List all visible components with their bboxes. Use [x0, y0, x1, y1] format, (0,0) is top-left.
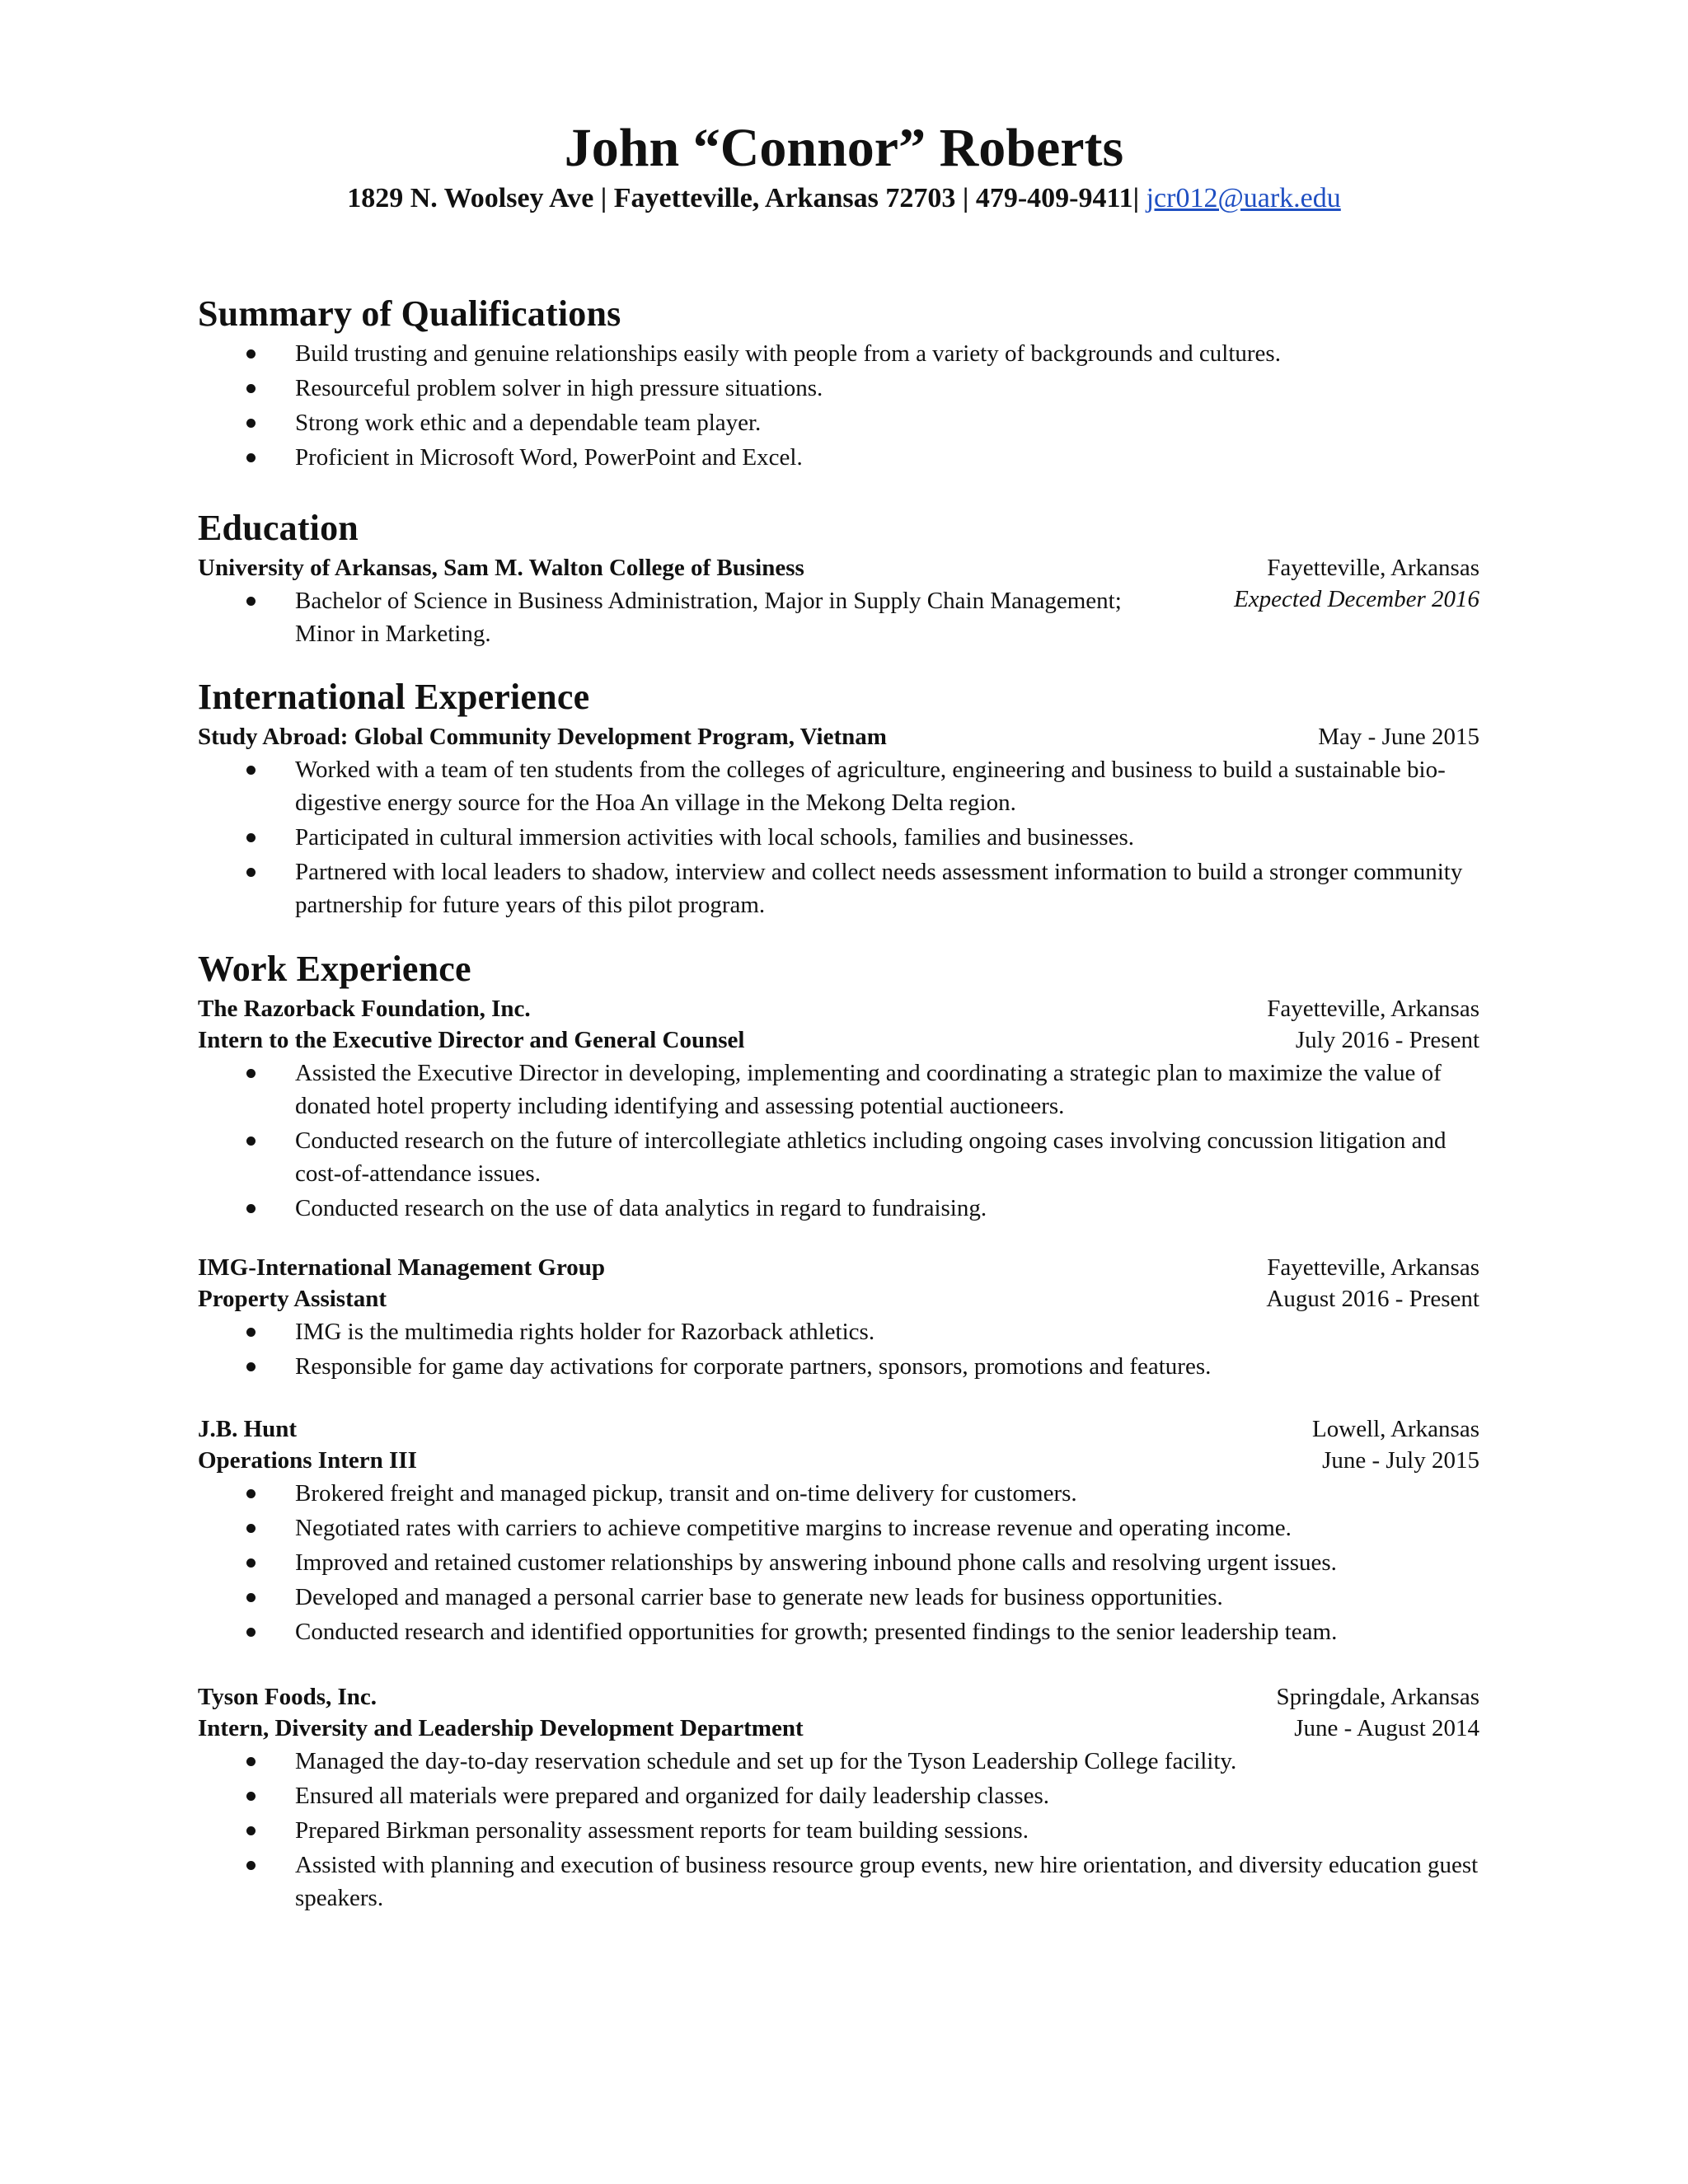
candidate-name: John “Connor” Roberts: [564, 118, 1124, 178]
international-list: [198, 753, 1479, 923]
job-title-row: [198, 1712, 1479, 1745]
international-row: [198, 720, 1479, 753]
list-item: Conducted research on the future of intercollegiate athletics including ongoing cases involving concussion litigation and cost-of-attendance issues.: [198, 1124, 1479, 1190]
list-item: Assisted with planning and execution of business resource group events, new hire orientation, and diversity education guest speakers.: [198, 1849, 1479, 1915]
list-item: Brokered freight and managed pickup, transit and on-time delivery for customers.: [198, 1477, 1479, 1510]
list-item: Worked with a team of ten students from the colleges of agriculture, engineering and business to build a sustainable bio-digestive energy source for the Hoa An village in the Mekong Delta region.: [198, 753, 1479, 819]
job-list: [198, 1315, 1479, 1385]
job-date: August 2016 - Present: [1266, 1286, 1479, 1312]
job-date: June - August 2014: [1294, 1715, 1479, 1741]
bullet-icon: [246, 1792, 256, 1801]
job-org-row: [198, 1413, 1479, 1446]
list-item: Resourceful problem solver in high pressure situations.: [198, 372, 1479, 405]
email-link[interactable]: jcr012@uark.edu: [1146, 183, 1341, 213]
job-location: Fayetteville, Arkansas: [1267, 1254, 1479, 1281]
job-org-row: [198, 992, 1479, 1025]
bullet-icon: [246, 1826, 256, 1835]
education-list: [198, 584, 1129, 652]
bullet-icon: [246, 1558, 256, 1568]
job-location: Fayetteville, Arkansas: [1267, 996, 1479, 1022]
school-location: Fayetteville, Arkansas: [1267, 555, 1479, 581]
job-location: Lowell, Arkansas: [1312, 1416, 1479, 1442]
job-org: The Razorback Foundation, Inc.: [198, 996, 531, 1022]
job-title: Operations Intern III: [198, 1447, 417, 1474]
list-item: Developed and managed a personal carrier base to generate new leads for business opportunities.: [198, 1581, 1479, 1614]
program-date: May - June 2015: [1318, 724, 1479, 750]
international-heading: International Experience: [198, 677, 590, 717]
list-item: Managed the day-to-day reservation schedule and set up for the Tyson Leadership College facility.: [198, 1745, 1479, 1778]
bullet-icon: [246, 1204, 256, 1213]
list-item: Strong work ethic and a dependable team player.: [198, 406, 1479, 439]
graduation-date: Expected December 2016: [1234, 586, 1479, 612]
list-item: Negotiated rates with carriers to achieve competitive margins to increase revenue and operating income.: [198, 1511, 1479, 1544]
bullet-icon: [246, 384, 256, 393]
contact-line: [0, 180, 1688, 218]
list-item: Improved and retained customer relationships by answering inbound phone calls and resolving urgent issues.: [198, 1546, 1479, 1579]
bullet-icon: [246, 597, 256, 606]
summary-list: [198, 337, 1479, 476]
job-list: [198, 1057, 1479, 1226]
bullet-icon: [246, 1628, 256, 1637]
bullet-icon: [246, 766, 256, 775]
list-item: Participated in cultural immersion activities with local schools, families and businesses.: [198, 821, 1479, 854]
summary-heading: Summary of Qualifications: [198, 293, 621, 334]
bullet-icon: [246, 833, 256, 842]
job-title: Intern to the Executive Director and General Counsel: [198, 1027, 745, 1053]
job-title-row: [198, 1024, 1479, 1057]
list-item: Bachelor of Science in Business Administration, Major in Supply Chain Management; Minor in Marketing.: [198, 584, 1129, 650]
bullet-icon: [246, 1524, 256, 1533]
bullet-icon: [246, 1069, 256, 1078]
job-org: Tyson Foods, Inc.: [198, 1684, 377, 1710]
job-org: J.B. Hunt: [198, 1416, 298, 1442]
job-list: [198, 1477, 1479, 1650]
job-org-row: [198, 1680, 1479, 1713]
bullet-icon: [246, 1861, 256, 1870]
education-heading: Education: [198, 508, 359, 548]
list-item: Conducted research and identified opportunities for growth; presented findings to the senior leadership team.: [198, 1615, 1479, 1648]
program-name: Study Abroad: Global Community Development Program, Vietnam: [198, 724, 887, 750]
job-date: July 2016 - Present: [1295, 1027, 1479, 1053]
job-location: Springdale, Arkansas: [1276, 1684, 1479, 1710]
bullet-icon: [246, 1362, 256, 1371]
job-title: Property Assistant: [198, 1286, 387, 1312]
bullet-icon: [246, 419, 256, 428]
job-org-row: [198, 1251, 1479, 1284]
job-date: June - July 2015: [1322, 1447, 1479, 1474]
list-item: Build trusting and genuine relationships easily with people from a variety of backgrounds and cultures.: [198, 337, 1479, 370]
bullet-icon: [246, 1137, 256, 1146]
list-item: Responsible for game day activations for corporate partners, sponsors, promotions and features.: [198, 1350, 1479, 1383]
list-item: Assisted the Executive Director in developing, implementing and coordinating a strategic plan to maximize the value of donated hotel property including identifying and assessing potential auctioneers.: [198, 1057, 1479, 1122]
job-title: Intern, Diversity and Leadership Development Department: [198, 1715, 804, 1741]
list-item: Proficient in Microsoft Word, PowerPoint and Excel.: [198, 441, 1479, 474]
bullet-icon: [246, 453, 256, 462]
job-title-row: [198, 1444, 1479, 1477]
contact-details: 1829 N. Woolsey Ave | Fayetteville, Arkansas 72703 | 479-409-9411|: [347, 183, 1140, 213]
list-item: IMG is the multimedia rights holder for Razorback athletics.: [198, 1315, 1479, 1348]
list-item: Partnered with local leaders to shadow, interview and collect needs assessment information to build a stronger community partnership for future years of this pilot program.: [198, 855, 1479, 921]
school-name: University of Arkansas, Sam M. Walton College of Business: [198, 555, 804, 581]
bullet-icon: [246, 349, 256, 359]
job-list: [198, 1745, 1479, 1916]
bullet-icon: [246, 1328, 256, 1337]
bullet-icon: [246, 868, 256, 877]
bullet-icon: [246, 1593, 256, 1602]
list-item: Prepared Birkman personality assessment reports for team building sessions.: [198, 1814, 1479, 1847]
education-row: [198, 551, 1479, 584]
job-title-row: [198, 1282, 1479, 1315]
bullet-icon: [246, 1757, 256, 1766]
work-heading: Work Experience: [198, 949, 471, 989]
bullet-icon: [246, 1489, 256, 1498]
job-org: IMG-International Management Group: [198, 1254, 606, 1281]
list-item: Conducted research on the use of data analytics in regard to fundraising.: [198, 1192, 1479, 1225]
list-item: Ensured all materials were prepared and organized for daily leadership classes.: [198, 1779, 1479, 1812]
